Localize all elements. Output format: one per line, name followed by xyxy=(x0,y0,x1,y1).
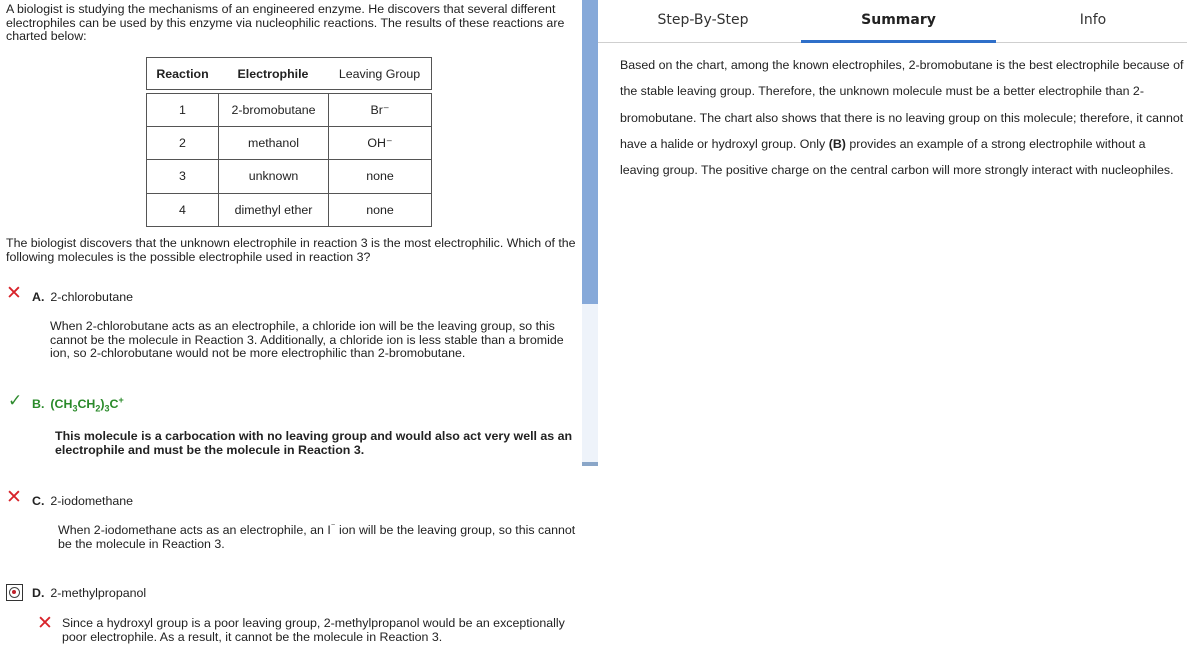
table-header-row xyxy=(146,57,432,90)
table-cell-electrophile: 2-bromobutane xyxy=(218,93,328,127)
x-mark-icon: ✕ xyxy=(6,487,22,508)
option-a-explanation: When 2-chlorobutane acts as an electrophile, a chloride ion will be the leaving group, so this cannot be the molecule in Reaction 3. Additionally, a chloride ion is less stable than a bromide ion, so 2-chlorobutane would not be more electrophilic than 2-bromobutane. xyxy=(50,319,564,360)
option-b-explanation: This molecule is a carbocation with no leaving group and would also act very well as an electrophile and must be the molecule in Reaction 3. xyxy=(55,429,573,457)
table-cell-electrophile: methanol xyxy=(218,127,328,161)
tab-summary[interactable]: Summary xyxy=(861,12,936,28)
table-cell-reaction: 3 xyxy=(146,160,218,194)
option-c[interactable] xyxy=(32,494,133,508)
option-letter: A. xyxy=(32,290,45,304)
explanation-pane xyxy=(598,0,1187,658)
table-row xyxy=(146,127,432,161)
option-d-explanation: Since a hydroxyl group is a poor leaving group, 2-methylpropanol would be an exceptionally poor electrophile. As a result, it cannot be the molecule in Reaction 3. xyxy=(62,616,565,644)
formula-subscript: 3 xyxy=(104,403,110,414)
explanation-superscript: ⁻ xyxy=(330,520,336,531)
check-mark-icon: ✓ xyxy=(8,391,23,410)
table-cell-electrophile: unknown xyxy=(218,160,328,194)
explanation-part: ion will be the leaving group, so this cannot be the molecule in Reaction 3. xyxy=(58,523,576,551)
reaction-table xyxy=(146,57,432,227)
table-cell-electrophile: dimethyl ether xyxy=(218,194,328,228)
table-cell-leaving-group: Br⁻ xyxy=(328,93,432,127)
formula-part: (CH xyxy=(50,397,73,411)
tab-info[interactable]: Info xyxy=(1079,12,1107,28)
formula-part: ) xyxy=(100,397,105,411)
option-text: 2-methylpropanol xyxy=(50,586,147,600)
table-header-electrophile: Electrophile xyxy=(218,57,328,90)
option-letter: D. xyxy=(32,586,45,600)
option-letter: C. xyxy=(32,494,45,508)
option-a[interactable] xyxy=(32,290,133,304)
option-text: 2-chlorobutane xyxy=(50,290,134,304)
summary-part: provides an example of a strong electrophile without a leaving group. The positive charge on the central carbon will more strongly interact with nucleophiles. xyxy=(620,136,1174,178)
option-b[interactable] xyxy=(32,394,124,414)
table-header-reaction: Reaction xyxy=(146,57,218,90)
formula-part: CH xyxy=(77,397,96,411)
active-tab-indicator xyxy=(801,40,996,43)
option-d[interactable] xyxy=(32,586,146,600)
option-c-explanation xyxy=(58,520,578,551)
question-prompt: The biologist discovers that the unknown electrophile in reaction 3 is the most electrophilic. Which of the following molecules is the possible electrophile used in reaction 3? xyxy=(6,236,576,264)
tab-bar xyxy=(598,0,1187,43)
option-letter: B. xyxy=(32,397,45,411)
option-text xyxy=(50,394,124,414)
tab-step-by-step[interactable]: Step-By-Step xyxy=(657,12,749,28)
table-cell-leaving-group: none xyxy=(328,160,432,194)
table-cell-reaction: 2 xyxy=(146,127,218,161)
question-intro: A biologist is studying the mechanisms of an engineered enzyme. He discovers that several different electrophiles can be used by this enzyme via nucleophilic reactions. The results of these reactions are charted below: xyxy=(6,2,565,43)
vertical-scrollbar[interactable] xyxy=(582,0,598,466)
table-row xyxy=(146,160,432,194)
table-cell-reaction: 4 xyxy=(146,194,218,228)
x-mark-icon: ✕ xyxy=(37,613,53,634)
scrollbar-thumb[interactable] xyxy=(582,0,598,304)
table-cell-leaving-group: none xyxy=(328,194,432,228)
summary-text xyxy=(620,52,1184,183)
table-header-leaving-group: Leaving Group xyxy=(328,57,432,90)
x-mark-icon: ✕ xyxy=(6,283,22,304)
formula-part: C xyxy=(109,397,119,411)
formula-subscript: 2 xyxy=(95,403,101,414)
summary-answer-highlight: (B) xyxy=(828,136,846,151)
formula-subscript: 3 xyxy=(72,403,78,414)
summary-part: Based on the chart, among the known electrophiles, 2-bromobutane is the best electrophile because of the stable leaving group. Therefore, the unknown molecule must be a better electrophile than 2-bromobutane. The chart also shows that there is no leaving group on this molecule; therefore, it cannot have a halide or hydroxyl group. Only xyxy=(620,58,1184,151)
table-cell-reaction: 1 xyxy=(146,93,218,127)
table-cell-leaving-group: OH⁻ xyxy=(328,127,432,161)
explanation-part: When 2-iodomethane acts as an electrophile, an I xyxy=(58,523,331,537)
table-row xyxy=(146,93,432,127)
table-row xyxy=(146,194,432,228)
question-pane xyxy=(0,0,582,658)
option-text: 2-iodomethane xyxy=(50,494,134,508)
formula-superscript: + xyxy=(118,394,124,405)
scrollbar-end-marker xyxy=(582,462,598,466)
radio-selected-icon[interactable] xyxy=(6,584,23,601)
